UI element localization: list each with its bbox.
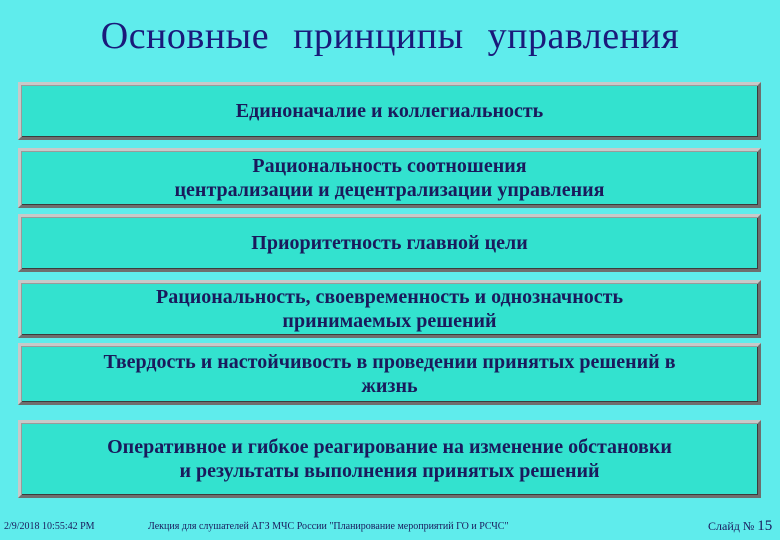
- principle-box-6: [18, 420, 761, 498]
- principle-box-5: [18, 343, 761, 405]
- principle-text-1: Единоначалие и коллегиальность: [235, 100, 544, 122]
- principle-box-3: [18, 214, 761, 272]
- slide-label: Слайд №: [708, 519, 755, 533]
- principle-text-4: Рациональность, своевременность и однозначность принимаемых решений: [155, 286, 624, 332]
- footer-lecture: Лекция для слушателей АГЗ МЧС России "Планирование мероприятий ГО и РСЧС": [148, 521, 509, 532]
- principle-box-1: [18, 82, 761, 140]
- principle-text-3: Приоритетность главной цели: [251, 232, 528, 254]
- footer-date: 2/9/2018 10:55:42 PM: [4, 521, 95, 532]
- principle-text-5: Твердость и настойчивость в проведении принятых решений в жизнь: [103, 351, 676, 397]
- footer-slide: [708, 518, 772, 536]
- slide-number: 15: [757, 518, 773, 534]
- principle-text-6: Оперативное и гибкое реагирование на изменение обстановки и результаты выполнения принятых решений: [107, 436, 672, 482]
- principle-box-4: [18, 280, 761, 338]
- principle-box-2: [18, 148, 761, 208]
- principle-text-2: Рациональность соотношения централизации и децентрализации управления: [174, 155, 605, 201]
- page-title: Основные принципы управления: [100, 15, 680, 57]
